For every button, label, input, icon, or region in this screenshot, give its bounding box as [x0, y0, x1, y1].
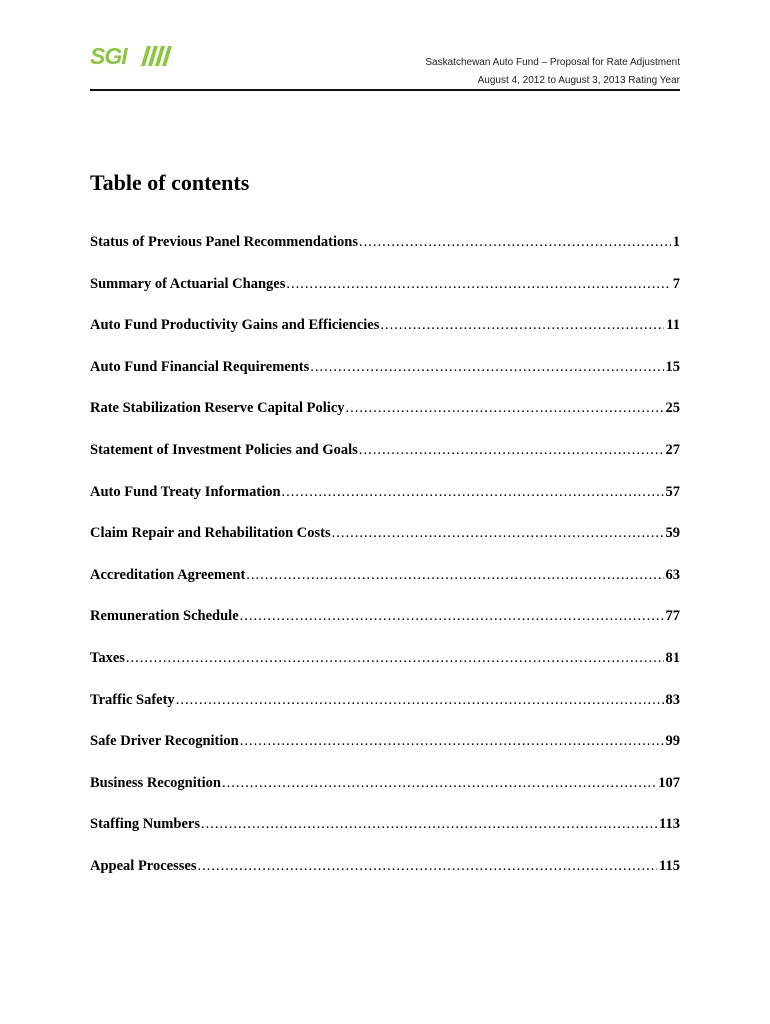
- toc-leader: [380, 317, 664, 334]
- toc-leader: [176, 692, 664, 709]
- toc-entry-label: Staffing Numbers: [90, 816, 200, 833]
- toc-entry[interactable]: [90, 858, 680, 900]
- toc-entry[interactable]: [90, 608, 680, 650]
- toc-entry-page: 25: [665, 400, 680, 417]
- toc-entry-label: Safe Driver Recognition: [90, 733, 239, 750]
- toc-entry-page: 113: [659, 816, 680, 833]
- toc-entry[interactable]: [90, 733, 680, 775]
- header-line-2: August 4, 2012 to August 3, 2013 Rating Year: [477, 75, 680, 86]
- toc-entry-page: 15: [665, 358, 680, 375]
- toc-leader: [359, 234, 671, 251]
- toc-entry-label: Auto Fund Productivity Gains and Efficiencies: [90, 317, 380, 334]
- toc-leader: [240, 608, 664, 625]
- toc-entry-label: Rate Stabilization Reserve Capital Policy: [90, 400, 345, 417]
- toc-leader: [197, 858, 657, 875]
- toc-entry-label: Remuneration Schedule: [90, 608, 239, 625]
- toc-entry[interactable]: [90, 650, 680, 692]
- toc-leader: [286, 276, 670, 293]
- toc-entry-page: 57: [665, 483, 680, 500]
- toc-entry-page: 99: [665, 733, 680, 750]
- document-header: [425, 54, 680, 90]
- toc-leader: [359, 442, 664, 459]
- toc-entry[interactable]: [90, 484, 680, 526]
- toc-entry-page: 7: [672, 275, 680, 292]
- toc-entry-page: 11: [666, 317, 680, 334]
- toc-leader: [310, 359, 663, 376]
- toc-leader: [246, 567, 663, 584]
- toc-entry-page: 27: [665, 441, 680, 458]
- toc-entry-label: Business Recognition: [90, 774, 221, 791]
- page-title: Table of contents: [90, 170, 250, 195]
- svg-text:SGI: SGI: [90, 44, 127, 68]
- toc-entry-label: Auto Fund Treaty Information: [90, 483, 281, 500]
- header-line-1: Saskatchewan Auto Fund – Proposal for Rate Adjustment: [425, 57, 680, 68]
- toc-leader: [282, 484, 664, 501]
- toc-entry-label: Summary of Actuarial Changes: [90, 275, 286, 292]
- toc-entry-label: Taxes: [90, 649, 125, 666]
- toc-entry-label: Traffic Safety: [90, 691, 175, 708]
- toc-entry-label: Claim Repair and Rehabilitation Costs: [90, 525, 331, 542]
- toc-entry-label: Status of Previous Panel Recommendations: [90, 234, 358, 250]
- toc-entry-page: 77: [665, 608, 680, 625]
- toc-entry-page: 107: [658, 774, 680, 791]
- toc-entry-label: Auto Fund Financial Requirements: [90, 358, 310, 375]
- toc-entry[interactable]: [90, 775, 680, 817]
- toc-entry[interactable]: [90, 317, 680, 359]
- toc-entry[interactable]: [90, 692, 680, 734]
- toc-list: [90, 234, 680, 900]
- toc-entry-label: Accreditation Agreement: [90, 566, 246, 583]
- toc-entry[interactable]: [90, 525, 680, 567]
- toc-entry[interactable]: [90, 567, 680, 609]
- toc-leader: [240, 733, 664, 750]
- toc-entry-page: 81: [665, 649, 680, 666]
- toc-leader: [332, 525, 664, 542]
- toc-leader: [346, 400, 664, 417]
- toc-entry-label: Appeal Processes: [90, 857, 197, 874]
- toc-entry-page: 59: [665, 525, 680, 542]
- sgi-logo: [90, 44, 186, 68]
- toc-entry[interactable]: [90, 359, 680, 401]
- toc-entry-label: Statement of Investment Policies and Goals: [90, 441, 358, 458]
- toc-entry[interactable]: [90, 816, 680, 858]
- toc-leader: [222, 775, 656, 792]
- toc-entry-page: 115: [659, 857, 680, 874]
- toc-entry-page: 63: [665, 566, 680, 583]
- toc-entry[interactable]: [90, 442, 680, 484]
- toc-leader: [201, 816, 657, 833]
- toc-entry-page: 1: [672, 234, 680, 250]
- toc-entry-page: 83: [665, 691, 680, 708]
- toc-entry[interactable]: [90, 276, 680, 318]
- toc-entry[interactable]: [90, 234, 680, 276]
- header-divider: [90, 89, 680, 91]
- toc-entry[interactable]: [90, 400, 680, 442]
- toc-leader: [126, 650, 664, 667]
- sgi-logo-icon: [90, 44, 186, 68]
